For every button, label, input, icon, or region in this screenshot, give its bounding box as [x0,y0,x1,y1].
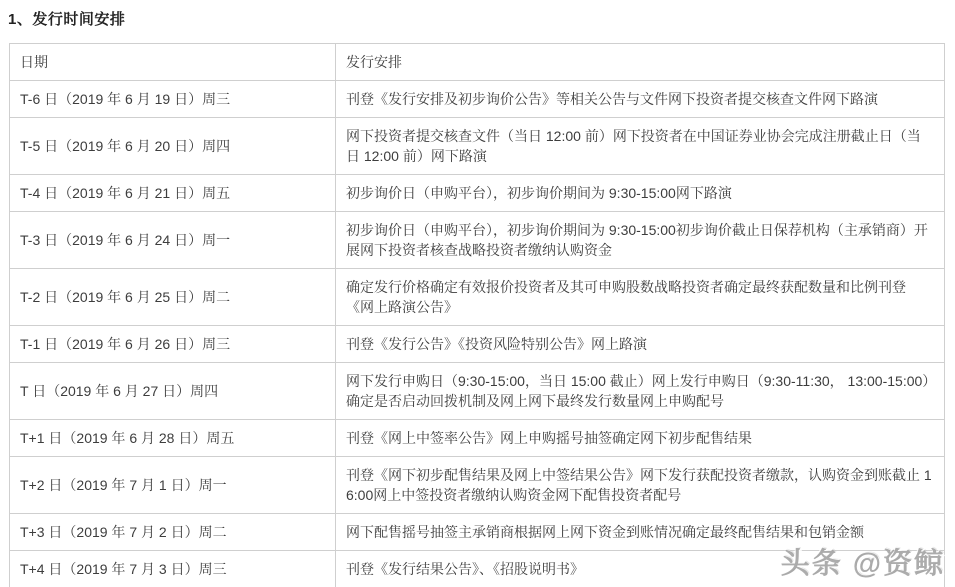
arrangement-cell: 初步询价日（申购平台），初步询价期间为 9:30-15:00初步询价截止日保荐机构（主承销商）开展网下投资者核查战略投资者缴纳认购资金 [336,212,945,269]
date-cell: T-3 日（2019 年 6 月 24 日）周一 [10,212,336,269]
table-row [10,81,945,118]
table-row [10,457,945,514]
date-cell: T-4 日（2019 年 6 月 21 日）周五 [10,175,336,212]
table-row [10,420,945,457]
table-row [10,326,945,363]
issuance-schedule-table [9,43,945,587]
table-row [10,363,945,420]
arrangement-cell: 网下投资者提交核查文件（当日 12:00 前）网下投资者在中国证券业协会完成注册截止日（当日 12:00 前）网下路演 [336,118,945,175]
date-cell: T+3 日（2019 年 7 月 2 日）周二 [10,514,336,551]
arrangement-cell: 刊登《发行结果公告》、《招股说明书》 [336,551,945,587]
arrangement-cell: 刊登《发行安排及初步询价公告》等相关公告与文件网下投资者提交核查文件网下路演 [336,81,945,118]
arrangement-cell: 刊登《网上中签率公告》网上申购摇号抽签确定网下初步配售结果 [336,420,945,457]
date-cell: T+4 日（2019 年 7 月 3 日）周三 [10,551,336,587]
date-cell: T 日（2019 年 6 月 27 日）周四 [10,363,336,420]
table-row [10,551,945,587]
table-header-row [10,44,945,81]
arrangement-cell: 刊登《网下初步配售结果及网上中签结果公告》网下发行获配投资者缴款，认购资金到账截止 16:00网上中签投资者缴纳认购资金网下配售投资者配号 [336,457,945,514]
date-column-header: 日期 [10,44,336,81]
date-cell: T+1 日（2019 年 6 月 28 日）周五 [10,420,336,457]
table-body [10,81,945,587]
date-cell: T-5 日（2019 年 6 月 20 日）周四 [10,118,336,175]
toutiao-watermark: 头条 @资鲸 [780,548,945,580]
table-row [10,212,945,269]
date-cell: T+2 日（2019 年 7 月 1 日）周一 [10,457,336,514]
table-row [10,514,945,551]
arrangement-column-header: 发行安排 [336,44,945,81]
arrangement-cell: 刊登《发行公告》《投资风险特别公告》网上路演 [336,326,945,363]
date-cell: T-6 日（2019 年 6 月 19 日）周三 [10,81,336,118]
arrangement-cell: 初步询价日（申购平台），初步询价期间为 9:30-15:00网下路演 [336,175,945,212]
table-row [10,118,945,175]
arrangement-cell: 网下配售摇号抽签主承销商根据网上网下资金到账情况确定最终配售结果和包销金额 [336,514,945,551]
date-cell: T-1 日（2019 年 6 月 26 日）周三 [10,326,336,363]
arrangement-cell: 网下发行申购日（9:30-15:00，当日 15:00 截止）网上发行申购日（9:30-11:30， 13:00-15:00）确定是否启动回拨机制及网上网下最终发行数量网上申购配号 [336,363,945,420]
date-cell: T-2 日（2019 年 6 月 25 日）周二 [10,269,336,326]
table-row [10,175,945,212]
section-title: 1、发行时间安排 [8,11,126,28]
arrangement-cell: 确定发行价格确定有效报价投资者及其可申购股数战略投资者确定最终获配数量和比例刊登《网上路演公告》 [336,269,945,326]
table-row [10,269,945,326]
